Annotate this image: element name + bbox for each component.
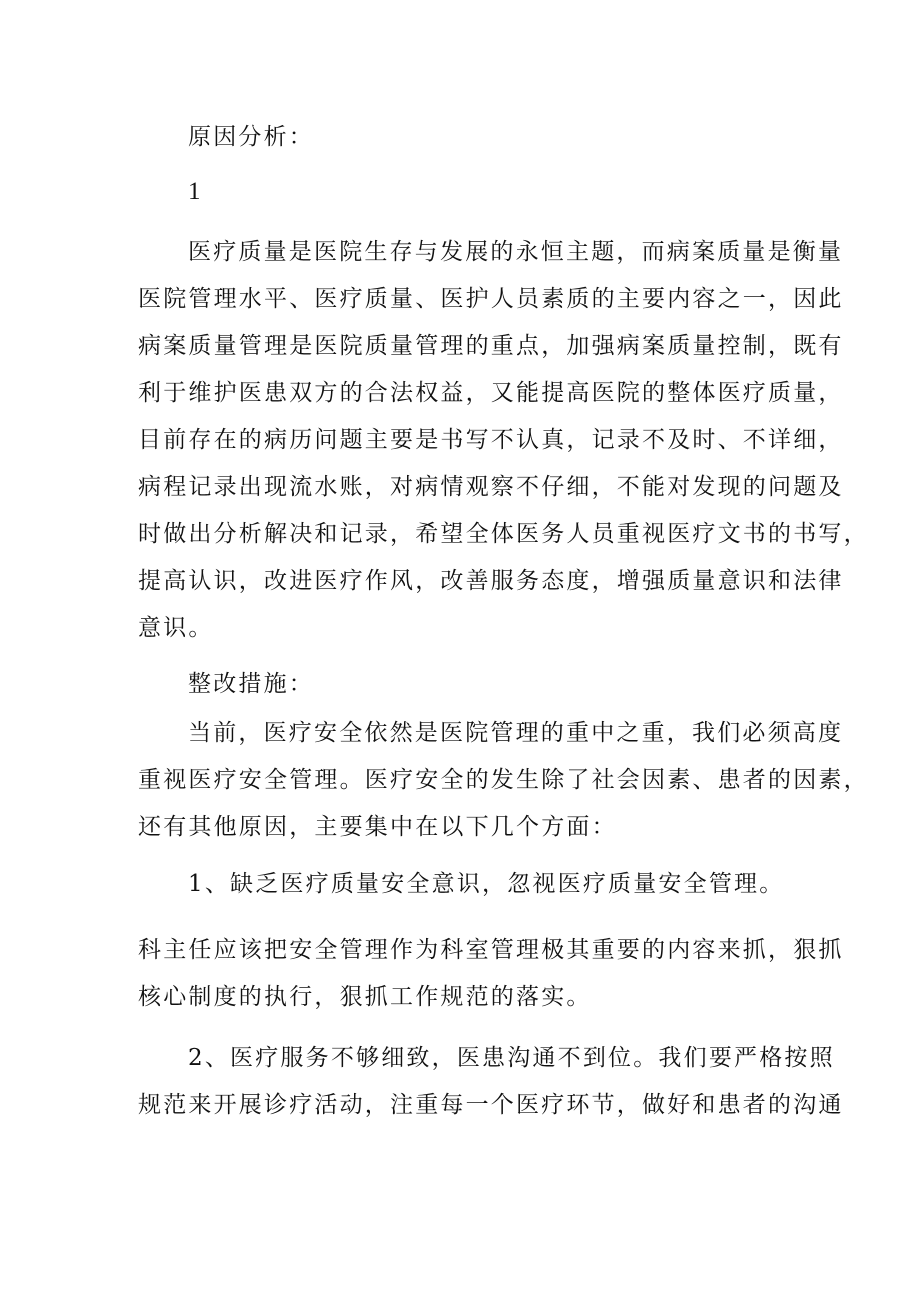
paragraph-line: 提高认识，改进医疗作风，改善服务态度，增强质量意识和法律 [138, 568, 844, 594]
point-1-title: 1、缺乏医疗质量安全意识，忽视医疗质量安全管理。 [188, 871, 785, 897]
paragraph-line: 还有其他原因，主要集中在以下几个方面： [138, 814, 617, 840]
paragraph-line: 目前存在的病历问题主要是书写不认真，记录不及时、不详细， [138, 427, 844, 453]
paragraph-line: 医院管理水平、医疗质量、医护人员素质的主要内容之一，因此 [138, 286, 844, 312]
paragraph-line: 科主任应该把安全管理作为科室管理极其重要的内容来抓，狠抓 [138, 937, 844, 963]
paragraph-line: 病程记录出现流水账，对病情观察不仔细，不能对发现的问题及 [138, 474, 844, 500]
point-2-line: 2、医疗服务不够细致，医患沟通不到位。我们要严格按照 [188, 1045, 835, 1071]
paragraph-line: 医疗质量是医院生存与发展的永恒主题，而病案质量是衡量 [188, 239, 844, 265]
point-2-line: 规范来开展诊疗活动，注重每一个医疗环节，做好和患者的沟通 [138, 1092, 844, 1118]
heading-cause-analysis: 原因分析： [188, 124, 314, 150]
paragraph-line: 时做出分析解决和记录，希望全体医务人员重视医疗文书的书写， [138, 521, 869, 547]
paragraph-line: 利于维护医患双方的合法权益，又能提高医院的整体医疗质量， [138, 380, 844, 406]
paragraph-line: 意识。 [138, 615, 214, 641]
paragraph-line: 重视医疗安全管理。医疗安全的发生除了社会因素、患者的因素， [138, 767, 869, 793]
heading-measures: 整改措施： [188, 671, 314, 697]
paragraph-line: 当前，医疗安全依然是医院管理的重中之重，我们必须高度 [188, 720, 844, 746]
item-number: 1 [188, 178, 203, 205]
paragraph-line: 核心制度的执行，狠抓工作规范的落实。 [138, 984, 592, 1010]
paragraph-line: 病案质量管理是医院质量管理的重点，加强病案质量控制，既有 [138, 333, 844, 359]
